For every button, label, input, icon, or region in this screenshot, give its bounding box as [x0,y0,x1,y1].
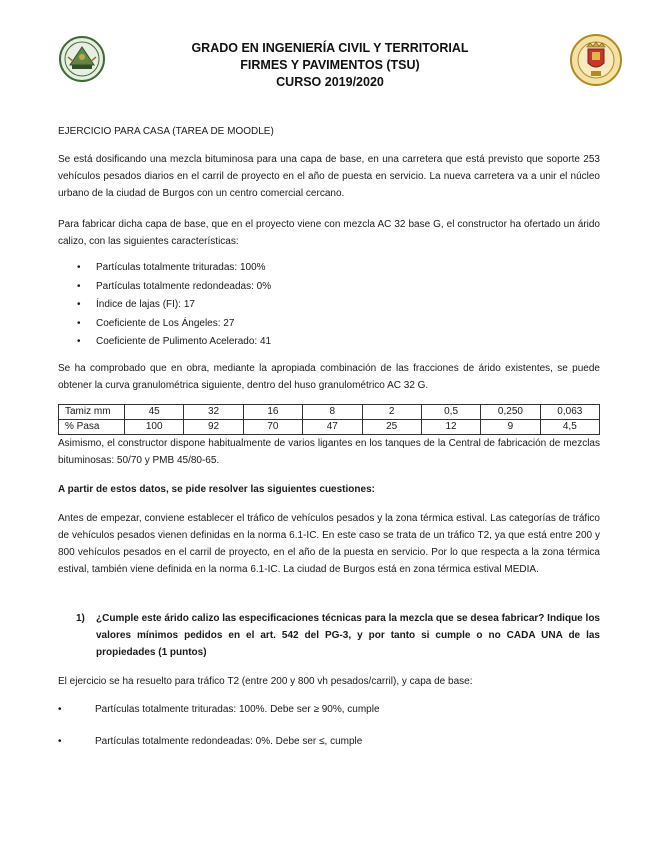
table-cell: 0,063 [540,404,599,419]
traffic-paragraph: Antes de empezar, conviene establecer el tráfico de vehículos pesados y la zona térmica estival. Las categorías de tráfico de vehículos pesados vienen definidas en la norma 6.1-IC. En este caso se trata de un tráfico T2, ya que está entre 200 y 800 vehículos pesados en el carril de proyecto, en el año de la puesta en servicio. Por lo que respecta a la zona térmica estival, también viene definida en la norma 6.1-IC. La ciudad de Burgos está en zona térmica estival MEDIA. [58,512,600,575]
questions-intro: A partir de estos datos, se pide resolver las siguientes cuestiones: [58,483,375,495]
question-1 [58,610,600,661]
table-cell: 16 [243,404,302,419]
table-cell: 45 [125,404,184,419]
table-row [59,404,600,419]
bullet-icon: • [77,262,81,273]
table-header-cell: % Pasa [59,419,125,434]
list-item: • Partículas totalmente trituradas: 100%. Debe ser ≥ 90%, cumple [58,701,600,718]
list-item: • Partículas totalmente redondeadas: 0% [58,278,600,297]
grading-paragraph: Se ha comprobado que en obra, mediante la apropiada combinación de las fracciones de árido existentes, se puede obtener la curva granulométrica siguiente, dentro del huso granulométrico AC 32 G. [58,362,600,391]
table-row [59,419,600,434]
table-cell: 12 [421,419,480,434]
intro-paragraph: Se está dosificando una mezcla bituminosa para una capa de base, en una carretera que está previsto que soporte 253 vehículos pesados diarios en el carril de proyecto en el año de puesta en servicio. La nueva carretera va a unir el núcleo urbano de la ciudad de Burgos con un centro comercial cercano. [58,154,600,199]
resolution-note: El ejercicio se ha resuelto para tráfico T2 (entre 200 y 800 vh pesados/carril), y capa de base: [58,675,473,687]
table-cell: 9 [481,419,540,434]
question-text: ¿Cumple este árido calizo las especificaciones técnicas para la mezcla que se desea fabricar? Indique los valores mínimos pedidos en el art. 542 del PG-3, y por tanto si cumple o no CADA UNA de las propiedades (1 puntos) [96,612,600,658]
bullet-icon: • [77,280,81,292]
bullet-icon: • [77,299,81,310]
list-item: • Índice de lajas (FI): 17 [58,296,600,315]
table-cell: 100 [125,419,184,434]
aggregate-paragraph: Para fabricar dicha capa de base, que en el proyecto viene con mezcla AC 32 base G, el constructor ha ofertado un árido calizo, con las siguientes características: [58,219,600,247]
bullet-icon: • [77,317,81,329]
bullet-icon: • [58,703,62,715]
table-header-cell: Tamiz mm [59,404,125,419]
course-title: FIRMES Y PAVIMENTOS (TSU) [240,58,420,72]
list-item: • Partículas totalmente redondeadas: 0%. Debe ser ≤, cumple [58,733,600,750]
binders-paragraph: Asimismo, el constructor dispone habitualmente de varios ligantes en los tanques de la Central de fabricación de mezclas bituminosas: 50/70 y PMB 45/80-65. [58,437,600,466]
bullet-icon: • [58,735,62,747]
table-cell: 70 [243,419,302,434]
properties-list [58,259,600,352]
table-cell: 47 [303,419,362,434]
exercise-title: EJERCICIO PARA CASA (TAREA DE MOODLE) [58,126,274,137]
answers-list [58,701,600,750]
table-cell: 0,5 [421,404,480,419]
list-item: • Coeficiente de Pulimento Acelerado: 41 [58,333,600,352]
table-cell: 92 [184,419,243,434]
grading-table [58,404,600,435]
question-number: 1) [76,612,85,624]
school-emblem-logo [58,35,106,83]
university-seal-logo [570,33,622,87]
table-cell: 25 [362,419,421,434]
list-item: • Coeficiente de Los Ángeles: 27 [58,315,600,334]
table-cell: 8 [303,404,362,419]
table-cell: 2 [362,404,421,419]
table-cell: 32 [184,404,243,419]
academic-year: CURSO 2019/2020 [276,75,384,89]
degree-title: GRADO EN INGENIERÍA CIVIL Y TERRITORIAL [191,41,469,55]
table-cell: 4,5 [540,419,599,434]
table-cell: 0,250 [481,404,540,419]
list-item: • Partículas totalmente trituradas: 100% [58,259,600,278]
document-header [150,40,510,91]
bullet-icon: • [77,336,81,347]
document-body [58,123,600,750]
